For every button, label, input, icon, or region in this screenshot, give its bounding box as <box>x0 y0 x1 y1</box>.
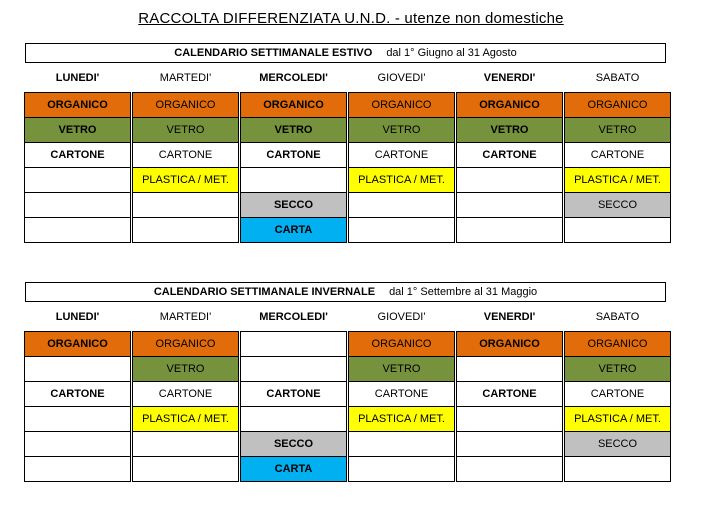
collection-cell: PLASTICA / MET. <box>349 168 454 193</box>
collection-cell: ORGANICO <box>457 332 562 357</box>
empty-cell <box>457 407 562 432</box>
day-name: SABATO <box>595 311 640 323</box>
collection-cell: CARTA <box>241 218 346 242</box>
day-column <box>24 309 131 482</box>
collection-cell: VETRO <box>349 357 454 382</box>
empty-cell <box>25 357 130 382</box>
empty-cell <box>565 457 670 481</box>
day-cells <box>132 92 239 243</box>
day-column <box>348 309 455 482</box>
empty-cell <box>133 432 238 457</box>
day-column <box>132 309 239 482</box>
collection-cell: ORGANICO <box>241 93 346 118</box>
day-cells <box>348 92 455 243</box>
day-column <box>24 70 131 243</box>
collection-cell: CARTONE <box>133 382 238 407</box>
day-cells <box>456 331 563 482</box>
day-column <box>564 309 671 482</box>
collection-cell: CARTONE <box>241 143 346 168</box>
collection-cell: CARTA <box>241 457 346 481</box>
day-name: GIOVEDI' <box>377 72 426 84</box>
empty-cell <box>457 193 562 218</box>
collection-cell: CARTONE <box>565 382 670 407</box>
collection-cell: PLASTICA / MET. <box>565 407 670 432</box>
collection-cell: CARTONE <box>565 143 670 168</box>
day-cells <box>456 92 563 243</box>
winter-heading: CALENDARIO SETTIMANALE INVERNALE <box>153 286 376 298</box>
empty-cell <box>25 193 130 218</box>
summer-heading: CALENDARIO SETTIMANALE ESTIVO <box>174 47 373 59</box>
day-cells <box>24 92 131 243</box>
collection-cell: VETRO <box>241 118 346 143</box>
day-cells <box>564 331 671 482</box>
collection-cell: VETRO <box>133 357 238 382</box>
collection-cell: ORGANICO <box>25 332 130 357</box>
day-name: MERCOLEDI' <box>259 311 328 323</box>
day-column <box>240 70 347 243</box>
day-column <box>456 70 563 243</box>
empty-cell <box>349 457 454 481</box>
empty-cell <box>241 407 346 432</box>
empty-cell <box>565 218 670 242</box>
collection-cell: ORGANICO <box>565 93 670 118</box>
day-name: LUNEDI' <box>55 72 100 84</box>
empty-cell <box>241 168 346 193</box>
collection-cell: VETRO <box>25 118 130 143</box>
collection-cell: CARTONE <box>349 143 454 168</box>
day-name: LUNEDI' <box>55 311 100 323</box>
day-cells <box>564 92 671 243</box>
day-name: GIOVEDI' <box>377 311 426 323</box>
empty-cell <box>349 218 454 242</box>
collection-cell: CARTONE <box>349 382 454 407</box>
collection-cell: PLASTICA / MET. <box>133 407 238 432</box>
day-column <box>240 309 347 482</box>
empty-cell <box>241 332 346 357</box>
empty-cell <box>133 218 238 242</box>
collection-cell: SECCO <box>241 432 346 457</box>
empty-cell <box>457 457 562 481</box>
empty-cell <box>457 432 562 457</box>
collection-cell: ORGANICO <box>133 93 238 118</box>
day-name: MERCOLEDI' <box>259 72 328 84</box>
day-cells <box>132 331 239 482</box>
empty-cell <box>133 193 238 218</box>
collection-cell: PLASTICA / MET. <box>349 407 454 432</box>
empty-cell <box>457 168 562 193</box>
empty-cell <box>133 457 238 481</box>
empty-cell <box>25 218 130 242</box>
day-cells <box>240 331 347 482</box>
collection-cell: ORGANICO <box>25 93 130 118</box>
day-name: SABATO <box>595 72 640 84</box>
empty-cell <box>25 457 130 481</box>
empty-cell <box>25 407 130 432</box>
empty-cell <box>25 168 130 193</box>
collection-cell: CARTONE <box>25 382 130 407</box>
collection-cell: ORGANICO <box>565 332 670 357</box>
collection-cell: CARTONE <box>25 143 130 168</box>
day-name: VENERDI' <box>483 72 536 84</box>
day-name: VENERDI' <box>483 311 536 323</box>
collection-cell: SECCO <box>565 432 670 457</box>
empty-cell <box>241 357 346 382</box>
collection-cell: ORGANICO <box>349 332 454 357</box>
collection-cell: VETRO <box>349 118 454 143</box>
day-column <box>456 309 563 482</box>
collection-cell: ORGANICO <box>349 93 454 118</box>
collection-cell: SECCO <box>565 193 670 218</box>
day-column <box>348 70 455 243</box>
empty-cell <box>457 357 562 382</box>
collection-cell: SECCO <box>241 193 346 218</box>
day-column <box>132 70 239 243</box>
collection-cell: CARTONE <box>457 382 562 407</box>
collection-cell: CARTONE <box>241 382 346 407</box>
collection-cell: CARTONE <box>133 143 238 168</box>
summer-period: dal 1° Giugno al 31 Agosto <box>386 47 517 59</box>
winter-period: dal 1° Settembre al 31 Maggio <box>389 286 538 298</box>
page-title: RACCOLTA DIFFERENZIATA U.N.D. - utenze non domestiche <box>138 10 564 27</box>
empty-cell <box>349 193 454 218</box>
collection-cell: PLASTICA / MET. <box>133 168 238 193</box>
empty-cell <box>349 432 454 457</box>
day-column <box>564 70 671 243</box>
day-name: MARTEDI' <box>159 72 212 84</box>
winter-schedule-banner <box>25 282 666 302</box>
collection-cell: PLASTICA / MET. <box>565 168 670 193</box>
empty-cell <box>457 218 562 242</box>
collection-cell: ORGANICO <box>457 93 562 118</box>
day-cells <box>240 92 347 243</box>
day-cells <box>24 331 131 482</box>
collection-cell: CARTONE <box>457 143 562 168</box>
collection-cell: VETRO <box>457 118 562 143</box>
collection-cell: VETRO <box>565 357 670 382</box>
collection-cell: VETRO <box>565 118 670 143</box>
collection-cell: VETRO <box>133 118 238 143</box>
empty-cell <box>25 432 130 457</box>
collection-cell: ORGANICO <box>133 332 238 357</box>
day-name: MARTEDI' <box>159 311 212 323</box>
summer-schedule-banner <box>25 43 666 63</box>
day-cells <box>348 331 455 482</box>
